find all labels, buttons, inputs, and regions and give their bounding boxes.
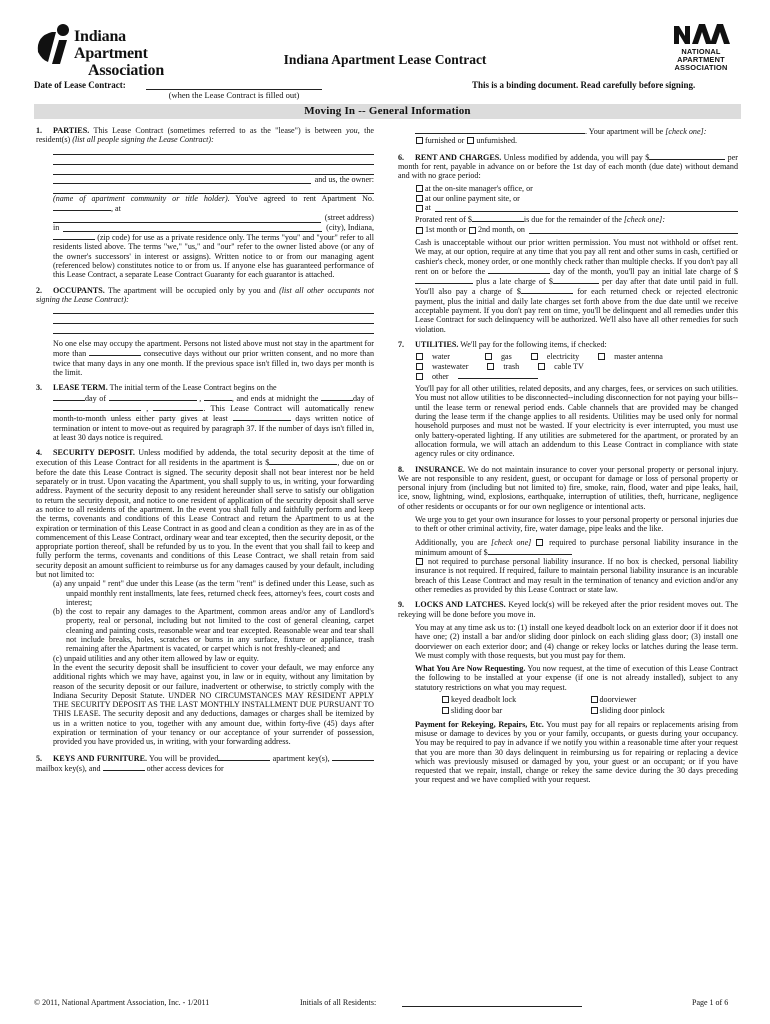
option-label: unfurnished. [476,136,518,146]
para-num: 7. [398,339,405,349]
para-text: (city), Indiana, [326,222,374,232]
option-label: wastewater [432,361,469,371]
para-num: 3. [36,383,43,393]
para-text: , and ends at midnight the [231,393,319,403]
naa-line1: NATIONAL [681,47,721,56]
para-text: The apartment will be occupied only by you and [104,285,280,295]
naa-logo-mark-icon [672,22,730,46]
access-devices-for-field[interactable] [415,126,585,134]
para-num: 9. [398,600,405,610]
checkbox-sliding-door-pinlock[interactable] [591,707,598,714]
para-text: You must pay for all repairs or replacements arising from misuse or damage to devices by you or your family, occupants, or guests during your occupancy. You may be required to pay in advance if we notify you within a reasonable time after your request that you are more than 30 days delinquent in reimbursing us for repairing or replacing a device which was previously misused or damaged by you, your guest or an occupant; or if you have requested that we repair, install, change or rekey the same device during the 30 days preceding your request and we have complied with your request. [415,719,738,785]
para-text: We'll pay for the following items, if checked: [458,339,607,349]
para-text: apartment key(s), [270,753,330,763]
page-title: Indiana Apartment Lease Contract [283,52,487,67]
resident-line[interactable] [53,166,374,175]
checkbox-water[interactable] [416,353,423,360]
option-label: at our online payment site, or [425,193,520,203]
mailbox-keys-field[interactable] [332,753,374,761]
para-text: Keyed lock(s) will be rekeyed after the prior resident moves out. The rekeying will be done before you move in. [398,600,739,619]
para-utilities [398,340,738,459]
option-label: trash [503,361,520,371]
copyright: © 2011, National Apartment Association, Inc. - 1/2011 [34,998,210,1007]
option-label: furnished or [425,136,465,146]
para-parties [36,126,374,280]
option-label: 2nd month, on [477,224,525,234]
para-text: [check one]: [665,127,707,136]
section-title: Moving In -- General Information [34,104,741,119]
deposit-amount-field[interactable] [269,457,337,465]
para-text: In the event the security deposit shall be insufficient to cover your default, we may enforce any additional rights which we may have, against you, in law or in equity, without any limitation by reason of the security deposit or our failure, inadvertent or otherwise, to strictly comply with the Indiana Security Deposit Statute. UNDER NO CIRCUMSTANCES MAY RESIDENT APPLY THE SECURITY DEPOSIT AS THE LAST MONTHLY INSTALLMENT DUE PURSUANT TO THIS LEASE. The security deposit and any deductions, damages or charges shall be itemized by us in a written notice to you, together with any amount due, within forty-five (45) days after expiration or termination of your tenancy or our acceptance of your surrender of possession, provided you have provided us, in writing, with your forwarding address. [53,662,374,747]
resident-line[interactable] [53,176,311,184]
para-subheading: Payment for Rekeying, Repairs, Etc. [415,719,544,729]
late-day-field[interactable] [488,266,550,274]
date-caption: (when the Lease Contract is filled out) [168,90,300,100]
end-month-field[interactable] [53,403,141,411]
guest-days-field[interactable] [89,348,141,356]
para-text: (zip code) for use as a private residence only. The terms "you" and "your" refer to all residents listed above. The terms "we," "us," and "our" refer to the owner listed above (or any of the owner's successors' in interest or assigns). Written notice to or from our managing agent (referenced below) constitutes notice to or from us. If anyone else has guaranteed performance of this Lease Contract, a separate Lease Contract Guaranty for each guarantor is attached. [53,233,374,280]
para-security-deposit [36,448,374,747]
option-label: master antenna [614,352,663,362]
start-year-field[interactable] [204,393,232,401]
para-text: per day after that date until paid in full. You'll also pay a charge of $ [415,277,738,297]
para-text: No one else may occupy the apartment. Persons not listed above must not stay in the apartment for more than [53,339,374,359]
checkbox-insurance-not-required[interactable] [416,558,423,565]
checkbox-insurance-required[interactable] [536,539,543,546]
para-text: per month for rent, payable in advance on or before the 1st day of each month (due date) without demand and with no grace period: [398,152,738,181]
para-keys [36,753,374,774]
para-text: , due on or before the date this Lease Contract is signed. The security deposit shall not bear interest nor be held separately or in trust. Upon vacating the Apartment, you shall supply to us, in writing, your forwarding address. Payment of the security deposit to any resident hereunder shall serve to satisfy our obligation to return the security deposit, and notice to one resident of application of the security deposit shall serve as notice to all residents of the apartment. In the event you shall fully and faithfully perform and keep the terms, covenants and conditions of this Lease Contract and return the Apartment to us at the expiration or termination of this Lease Contract in as good and clean a condition as they are in as of the commencement of this Lease Contract, ordinary wear and tear excepted, then the security deposit, or the appropriate portion thereof, shall be refunded by us to you. In the event that you shall fail to keep and fully perform the terms, covenants and conditions of this Lease Contract, we shall retain from said security deposit an amount sufficient to reimburse us for any damages caused by your default, including but not limited to: [36,458,375,579]
para-text: and us, the owner: [314,174,374,184]
option-label: sliding door bar [451,706,503,716]
initials-field[interactable] [402,1006,582,1007]
checkbox-cable-tv[interactable] [538,363,545,370]
option-label: keyed deadbolt lock [451,695,517,705]
checkbox-first-month[interactable] [416,227,423,234]
checkbox-master-antenna[interactable] [598,353,605,360]
apartment-number-field[interactable] [53,203,111,211]
zip-field[interactable] [53,232,95,240]
para-num: 2. [36,285,43,295]
para-text: [check one] [491,537,532,547]
para-text: You may at any time ask us to: (1) install one keyed deadbolt lock on an exterior door if it does not have one; (2) install a bar and/or sliding door pinlock on each sliding glass door; (3) install one doorviewer on each exterior door; and (4) change or rekey locks or latches during the lease term. We must comply with those requests, but you must pay for them. [415,622,738,660]
option-label: gas [500,352,512,362]
para-heading: UTILITIES. [415,339,459,349]
checkbox-unfurnished[interactable] [467,137,474,144]
para-text: This Lease Contract (sometimes referred to as the "lease") is between [93,126,347,135]
para-insurance [398,465,738,595]
start-month-field[interactable] [109,393,197,401]
org-name-line2: Association [88,62,165,79]
para-text: days written notice of termination or intent to move-out as required by paragraph 37. If the number of days isn't filled in, at least 30 days notice is required. [53,414,375,442]
left-column [36,126,374,779]
para-text: The initial term of the Lease Contract begins on the [107,383,277,393]
end-year-field[interactable] [153,403,203,411]
para-num: 4. [36,448,43,458]
checkbox-onsite-office[interactable] [416,185,423,192]
apartment-keys-field[interactable] [218,753,270,761]
para-text: (name of apartment community or title holder). [53,193,230,203]
occupant-line[interactable] [53,315,374,324]
occupant-line[interactable] [53,325,374,334]
returned-check-charge-field[interactable] [521,286,573,294]
checkbox-doorviewer[interactable] [591,696,598,703]
naa-line3: ASSOCIATION [674,63,728,73]
option-label: water [432,352,450,362]
para-heading: SECURITY DEPOSIT. [53,448,135,458]
naa-logo [660,22,742,80]
para-text: You've agreed to rent Apartment No. [229,193,374,203]
checkbox-furnished[interactable] [416,137,423,144]
para-text: consecutive days without our prior written consent, and no more than twice that many days in any one month. If the previous space isn't filled in, two days per month is the limit. [53,349,374,378]
option-label: cable TV [554,361,584,371]
option-label: at [425,203,431,213]
para-text: (street address) [324,213,374,223]
owner-line[interactable] [53,185,374,194]
date-label: Date of Lease Contract: [34,80,126,90]
para-lease-term: 3. LEASE TERM. The initial term of the Lease Contract begins on the day of , , and ends at midnight the day of , . This Lease Contract will automatically renew month-to-month unless either party gives at least days written notice of termination or intent to move-out as required by paragraph 37. If the number of days isn't filled in, at least 30 days notice is required. [36,383,375,442]
para-text: , at [111,204,121,214]
checkbox-deadbolt[interactable] [442,696,449,703]
monthly-rent-field[interactable] [649,152,725,160]
checkbox-electricity[interactable] [531,353,538,360]
para-text: is due for the remainder of the [523,215,624,225]
para-text: day of [85,393,107,403]
para-occupants [36,286,374,378]
para-heading: OCCUPANTS. [53,285,105,295]
deposit-item-a: (a) any unpaid " rent" due under this Lease (as the term "rent" is defined under this Lease, such as unpaid monthly rent installments, late fees, returned check fees, attorney's fees, court costs and interest; [53,579,374,607]
para-text: Unless modified by addenda, the total security deposit at the time of execution of this Lease Contract for all residents in the apartment is $ [36,448,374,468]
para-heading: LEASE TERM. [53,383,108,393]
para-text: you [346,126,358,135]
prorated-date-field[interactable] [529,226,738,234]
option-label: other [432,371,449,381]
para-rent [398,152,738,334]
para-num: 6. [398,152,405,162]
other-utility-field[interactable] [458,371,538,379]
para-heading: PARTIES. [53,126,90,135]
para-num: 1. [36,126,43,135]
option-label: doorviewer [599,695,637,705]
checkbox-wastewater[interactable] [416,363,423,370]
para-subheading: What You Are Now Requesting. [415,664,526,674]
org-name-line1: Indiana Apartment [74,28,148,62]
binding-notice: This is a binding document. Read carefully before signing. [472,80,696,90]
checkbox-other-location[interactable] [416,205,423,212]
para-heading: KEYS AND FURNITURE. [53,753,147,763]
para-text: mailbox key(s), and [36,763,101,773]
para-text: day of the month, you'll pay an initial late charge of $ [550,266,738,276]
para-text: [check one]: [623,215,666,225]
para-text: plus a late charge of $ [473,277,553,287]
para-text: Cash is unacceptable without our prior written permission. You must not withhold or offset rent. We may, at our option, require at any time that you pay all rent and other sums in cash, certified or cashier's check, money order, or one monthly check rather than multiple checks. If you don't pay all rent on or before the [415,237,738,276]
right-column [398,126,738,791]
checkbox-second-month[interactable] [469,227,476,234]
resident-line[interactable] [53,156,374,165]
checkbox-other-utility[interactable] [416,373,423,380]
para-num: 8. [398,464,405,474]
para-text: You will be provided [147,753,219,763]
checkbox-online-payment[interactable] [416,195,423,202]
option-label: sliding door pinlock [599,706,665,716]
page-number: Page 1 of 6 [692,998,729,1007]
para-text: other access devices for [144,763,224,773]
prorated-rent-field[interactable] [472,214,524,222]
para-text: (list all other occupants not signing the Lease Contract): [36,285,374,304]
para-text: not required to purchase personal liability insurance. If no box is checked, personal liability insurance is not required. If required, failure to maintain personal liability insurance is an incurable breach of this Lease Contract and may result in the termination of tenancy and eviction and/or any other remedies as provided by this Lease Contract or state law. [415,557,738,595]
other-location-field[interactable] [435,204,738,212]
option-label: 1st month or [425,224,466,234]
city-field[interactable] [63,224,322,232]
para-heading: INSURANCE. [415,464,466,474]
checkbox-trash[interactable] [487,363,494,370]
para-locks [398,600,738,784]
para-text: We do not maintain insurance to cover your personal property or personal injury. We are not responsible to any resident, guest, or occupant for damage or loss of personal property or personal injury from (including but not limited to) fire, smoke, rain, flood, water and pipe leaks, hail, ice, snow, lightning, wind, explosions, earthquake, interruption of utilities, theft, hurricane, negligence of other residents or occupants or for our own negligence or intentional acts. [398,464,738,511]
para-text: You now request, at the time of execution of this Lease Contract the following to be installed at your expense (if one is not already installed), subject to any statutory restrictions on what you may request. [415,664,738,692]
para-text: , the resident(s) [36,126,374,145]
deposit-item-b: (b) the cost to repair any damages to the Apartment, common areas and/or any of Landlord's property, real or personal, including but not limited to the cost of general cleaning, carpet cleaning and painting costs, reasonable wear and tear excepted. Reasonable wear and tear shall not include breaks, holes, scratches or burns in any surface, fixture or appliance, trash remaining after the Apartment is vacated, or carpet which is not freshly-cleaned; and [53,607,374,654]
access-devices-field[interactable] [103,763,145,771]
para-text: Additionally, you are [415,537,492,547]
para-text: (list all people signing the Lease Contract): [72,135,214,145]
para-keys-continued [398,126,738,146]
para-text: . Your apartment will be [585,127,666,136]
para-text: Unless modified by addenda, you will pay $ [501,152,650,162]
para-heading: RENT AND CHARGES. [415,152,502,162]
para-heading: LOCKS AND LATCHES. [415,600,506,610]
para-text: for each returned check or rejected electronic payment, plus the initial and daily late charges set forth above from the due date until we receive acceptable payment. If you don't pay rent on time, you'll be delinquent and all remedies under this Lease Contract for such delinquency will be authorized. We'll also have all other remedies for such violation. [415,287,738,334]
daily-late-charge-field[interactable] [553,276,599,284]
para-text: day of [352,393,375,403]
para-text: in [53,222,60,232]
initial-late-charge-field[interactable] [415,276,473,284]
start-day-field[interactable] [53,393,85,401]
para-text: Prorated rent of $ [415,215,472,225]
para-text: We urge you to get your own insurance for losses to your personal property or personal injuries due to theft or other criminal activity, fire, water damage, pipe leaks and the like. [415,514,738,534]
option-label: at the on-site manager's office, or [425,184,533,194]
initials-label: Initials of all Residents: [300,998,377,1007]
naa-line2: APARTMENT [677,55,725,65]
para-text: . This Lease Contract will automatically renew month-to-month unless either party gives at least [53,403,375,424]
notice-days-field[interactable] [233,413,291,421]
insurance-amount-field[interactable] [488,547,572,555]
deposit-item-c: (c) unpaid utilities and any other item allowed by law or equity. [53,653,259,663]
option-label: electricity [546,352,580,362]
resident-line[interactable] [53,146,374,155]
checkbox-sliding-door-bar[interactable] [442,707,449,714]
street-address-field[interactable] [53,215,321,223]
para-text: required to purchase personal liability insurance in the minimum amount of $ [415,537,738,557]
para-text: You'll pay for all other utilities, related deposits, and any charges, fees, or services on such utilities. You must not allow utilities to be disconnected--including disconnection for not paying your bills--until the lease term or renewal period ends. Cable channels that are provided may be changed during the lease term if the change applies to all residents. Utilities may be used only for normal household purposes and must not be wasted. If your electricity is ever interrupted, you must use only battery-operated lighting. If any utilities are submetered for the apartment, or prorated by an allocation formula, we will attach an addendum to this Lease Contract in compliance with state agency rules or city ordinance. [415,384,738,459]
checkbox-gas[interactable] [485,353,492,360]
para-num: 5. [36,753,43,763]
occupant-line[interactable] [53,305,374,314]
end-day-field[interactable] [321,393,353,401]
